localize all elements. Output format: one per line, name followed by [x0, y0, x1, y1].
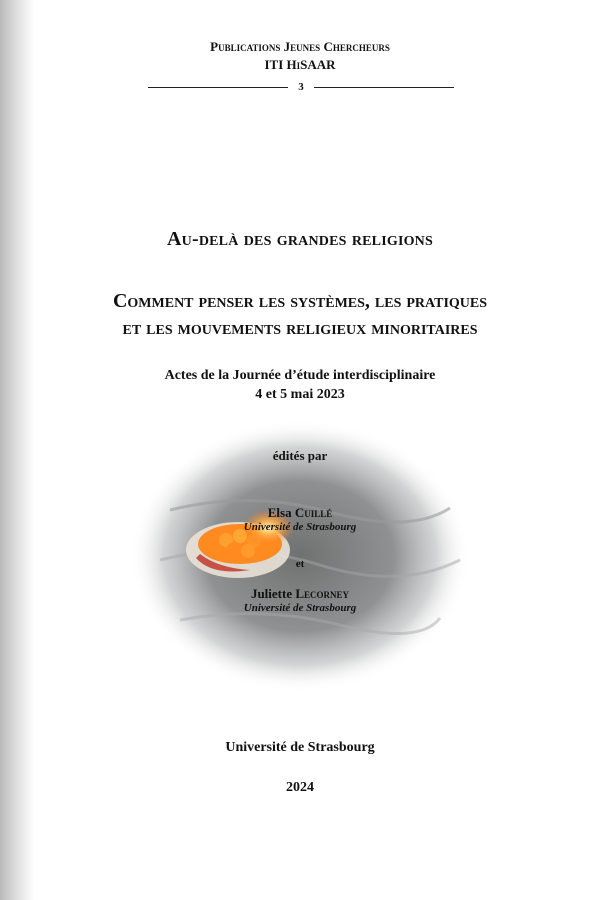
editor-2-last-name: Lecorney: [295, 586, 350, 601]
proceedings-info: [0, 366, 600, 404]
edited-by-label: édités par: [272, 448, 328, 463]
series-institute: ITI HiSAAR: [264, 57, 336, 72]
editor-1-affiliation: Université de Strasbourg: [243, 521, 357, 533]
series-name: Publications Jeunes Chercheurs: [210, 39, 390, 54]
publisher: Université de Strasbourg: [225, 740, 375, 755]
editor-1-last-name: Cuillé: [294, 505, 333, 520]
editor-1-first-name: Elsa: [267, 505, 292, 520]
editor-2-name: [0, 586, 600, 602]
proceedings-dates: 4 et 5 mai 2023: [255, 387, 345, 402]
conjunction-et: et: [295, 558, 305, 570]
editor-2-first-name: Juliette: [250, 586, 293, 601]
book-title: Au-delà des grandes religions: [167, 228, 433, 250]
proceedings-line-1: Actes de la Journée d’étude interdisciplinaire: [164, 368, 436, 383]
series-number: 3: [298, 81, 304, 93]
rule-right: [314, 87, 454, 88]
subtitle-line-1: Comment penser les systèmes, les pratiques: [112, 290, 488, 312]
editor-2: [0, 586, 600, 614]
book-subtitle: [0, 288, 600, 342]
editor-2-affiliation: Université de Strasbourg: [243, 602, 357, 614]
series-number-rule: [148, 80, 454, 94]
subtitle-line-2: et les mouvements religieux minoritaires: [122, 317, 478, 339]
editor-1-name: [0, 505, 600, 521]
publication-year: 2024: [286, 780, 314, 795]
editor-1: [0, 505, 600, 533]
rule-left: [148, 87, 288, 88]
series-header: [0, 38, 600, 74]
